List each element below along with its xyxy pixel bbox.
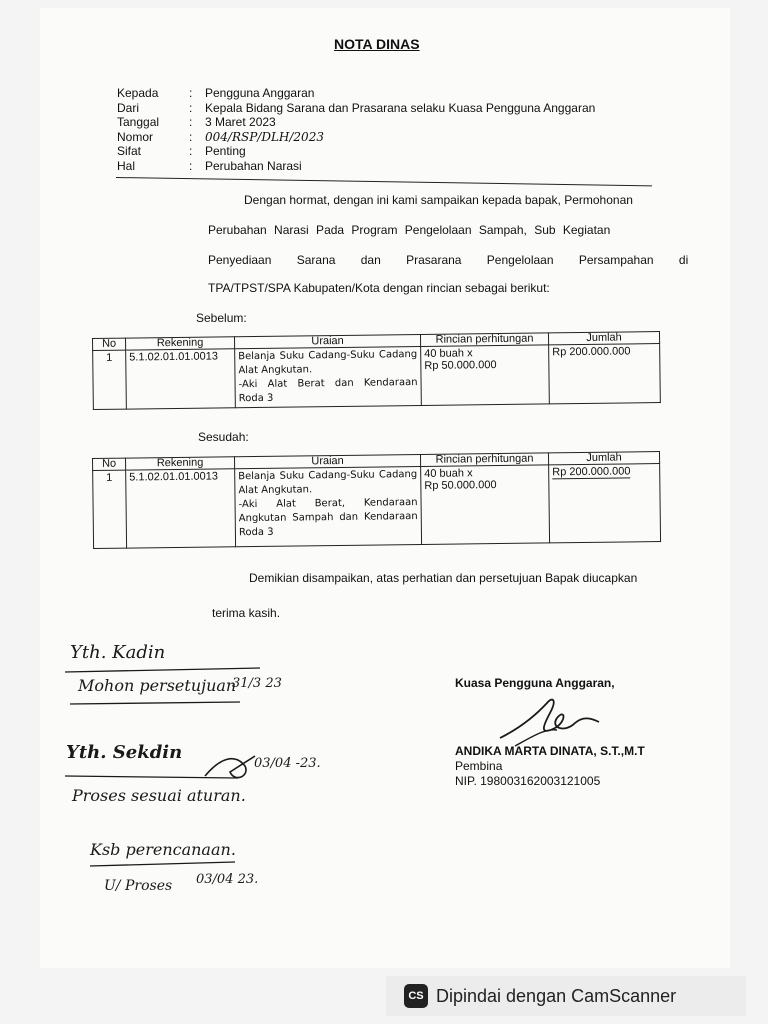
after-table: [92, 451, 661, 549]
header-value: Pengguna Anggaran: [205, 86, 315, 100]
table-header: No: [93, 458, 126, 470]
handnote-3-text: U/ Proses: [104, 878, 173, 894]
signature-scribble: [495, 688, 605, 748]
intro-line-2: Perubahan Narasi Pada Program Pengelolaan Sampah, Sub Kegiatan: [208, 223, 611, 237]
cell-rincian: [421, 345, 550, 406]
table-row: [93, 464, 661, 549]
uraian-line: -Aki Alat Berat dan Kendaraan Roda 3: [238, 377, 418, 405]
signatory-rank: Pembina: [455, 759, 503, 773]
table-header: Jumlah: [548, 332, 659, 345]
cell-uraian: [235, 346, 422, 407]
signatory-name: ANDIKA MARTA DINATA, S.T.,M.T: [455, 744, 645, 758]
uraian-line: Belanja Suku Cadang-Suku Cadang Alat Angkutan.: [238, 349, 418, 377]
handnote-2-to: Yth. Sekdin: [66, 742, 183, 763]
intro-line-1: Dengan hormat, dengan ini kami sampaikan kepada bapak, Permohonan: [244, 193, 633, 207]
cell-jumlah: Rp 200.000.000: [549, 344, 661, 404]
header-label: Kepada: [117, 86, 159, 100]
closing-line-2: terima kasih.: [212, 606, 281, 620]
cell-no: 1: [93, 470, 127, 548]
camscanner-text: Dipindai dengan CamScanner: [436, 985, 677, 1006]
handnote-1-to: Yth. Kadin: [70, 642, 166, 663]
handnote-3-strokes: [85, 858, 245, 878]
cell-rekening: 5.1.02.01.01.0013: [126, 349, 236, 409]
handnote-2-strokes: [60, 748, 270, 788]
signatory-nip: NIP. 198003162003121005: [455, 774, 601, 788]
table-header: Rincian perhitungan: [420, 333, 548, 347]
cell-uraian: [235, 466, 422, 546]
cell-no: 1: [93, 350, 127, 409]
memo-header: [117, 86, 595, 173]
header-value: Perubahan Narasi: [205, 158, 302, 173]
table-header: Rekening: [126, 457, 235, 470]
rincian-line: 40 buah x: [424, 347, 473, 360]
header-row-tanggal: [117, 115, 595, 130]
header-row-sifat: [117, 144, 595, 159]
rincian-line: Rp 50.000.000: [424, 359, 497, 372]
rincian-line: Rp 50.000.000: [424, 479, 497, 492]
header-value: 3 Maret 2023: [205, 115, 276, 129]
header-label: Sifat: [117, 144, 142, 158]
cell-jumlah: [549, 464, 661, 543]
uraian-line: -Aki Alat Berat, Kendaraan Angkutan Sampah dan Kendaraan Roda 3: [238, 497, 418, 539]
signature-role: Kuasa Pengguna Anggaran,: [455, 676, 615, 690]
after-label: Sesudah:: [198, 430, 249, 444]
header-label: Dari: [117, 100, 140, 115]
handnote-1-text: Mohon persetujuan: [78, 676, 237, 695]
header-colon: :: [189, 86, 193, 100]
header-label: Tanggal: [117, 115, 160, 129]
table-row: [93, 344, 661, 410]
header-colon: :: [189, 158, 193, 173]
header-row-hal: [117, 159, 595, 174]
cell-rincian: [421, 465, 550, 545]
header-label: Nomor: [117, 129, 154, 144]
table-header: Rekening: [126, 337, 235, 350]
uraian-line: Belanja Suku Cadang-Suku Cadang Alat Angkutan.: [238, 469, 418, 497]
before-label: Sebelum:: [196, 311, 247, 325]
table-header: Rincian perhitungan: [420, 453, 548, 467]
camscanner-footer: [386, 976, 746, 1016]
header-colon: :: [189, 115, 193, 129]
header-colon: :: [189, 129, 193, 144]
signatory-details: [455, 744, 645, 789]
cell-rekening: 5.1.02.01.01.0013: [126, 469, 236, 548]
handnote-1-date: 31/3 23: [232, 676, 282, 691]
header-row-nomor: [117, 130, 595, 145]
header-row-kepada: [117, 86, 595, 101]
intro-line-3: Penyediaan Sarana dan Prasarana Pengelolaan Persampahan di: [208, 253, 689, 267]
table-header: Jumlah: [548, 452, 659, 465]
header-colon: :: [189, 100, 193, 115]
rincian-line: 40 buah x: [424, 467, 473, 480]
before-table: [92, 331, 661, 410]
intro-line-4: TPA/TPST/SPA Kabupaten/Kota dengan rincian sebagai berikut:: [208, 281, 550, 295]
header-value: Kepala Bidang Sarana dan Prasarana selaku Kuasa Pengguna Anggaran: [205, 100, 596, 115]
table-header: Uraian: [234, 454, 420, 468]
camscanner-logo-icon: CS: [404, 984, 428, 1008]
table-header: No: [93, 338, 126, 350]
handnote-3-to: Ksb perencanaan.: [90, 840, 236, 859]
header-value: 004/RSP/DLH/2023: [205, 129, 324, 144]
header-row-dari: [117, 101, 595, 116]
closing-line-1: Demikian disampaikan, atas perhatian dan persetujuan Bapak diucapkan: [249, 571, 638, 585]
document-title: NOTA DINAS: [334, 36, 420, 52]
header-value: Penting: [205, 144, 246, 158]
jumlah-value: Rp 200.000.000: [552, 465, 631, 479]
header-colon: :: [189, 144, 193, 158]
handnote-3-date: 03/04 23.: [196, 872, 259, 887]
header-label: Hal: [117, 158, 136, 173]
table-header: Uraian: [234, 334, 420, 348]
handnote-2-date: 03/04 -23.: [254, 756, 321, 771]
handnote-2-text: Proses sesuai aturan.: [72, 786, 246, 805]
handnote-1-strokes: [60, 660, 270, 710]
